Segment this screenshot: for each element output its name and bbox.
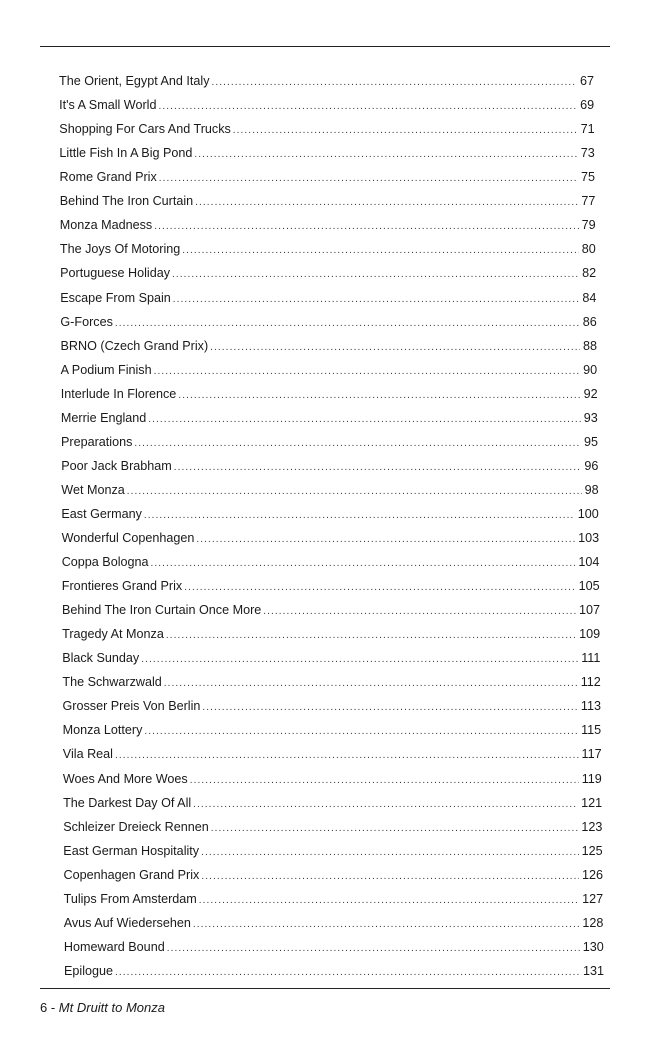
toc-entry-title: The Orient, Egypt And Italy <box>59 74 210 88</box>
toc-entry <box>61 433 598 451</box>
toc-entry-page: 75 <box>580 170 595 185</box>
toc-dot-leader <box>196 531 575 549</box>
toc-entry <box>59 72 594 90</box>
toc-entry-title: Schleizer Dreieck Rennen <box>63 819 209 834</box>
toc-entry-title: East German Hospitality <box>63 843 200 858</box>
toc-dot-leader <box>212 74 577 92</box>
toc-entry-title: Interlude In Florence <box>60 386 177 401</box>
toc-entry-page: 82 <box>582 266 597 281</box>
toc-entry-page: 98 <box>584 482 599 497</box>
toc-entry-page: 80 <box>581 242 596 257</box>
toc-entry-page: 95 <box>583 434 598 449</box>
toc-dot-leader <box>159 170 578 188</box>
toc-entry <box>64 914 604 932</box>
toc-entry-title: A Podium Finish <box>60 362 152 377</box>
toc-dot-leader <box>190 772 579 790</box>
toc-entry-page: 115 <box>581 723 602 738</box>
toc-dot-leader <box>193 916 579 934</box>
toc-entry-title: Epilogue <box>64 963 114 978</box>
toc-dot-leader <box>195 194 578 212</box>
toc-entry-page: 93 <box>583 410 598 425</box>
toc-entry-title: Little Fish In A Big Pond <box>59 146 193 161</box>
toc-entry <box>63 745 602 763</box>
toc-entry-page: 69 <box>580 98 595 112</box>
toc-entry-title: Wet Monza <box>61 482 125 497</box>
toc-dot-leader <box>211 820 579 838</box>
toc-entry-page: 127 <box>582 891 604 906</box>
toc-entry-title: Monza Madness <box>59 218 153 233</box>
toc-entry <box>62 673 600 691</box>
toc-entry-page: 131 <box>582 963 604 978</box>
toc-dot-leader <box>199 892 579 910</box>
toc-entry-page: 86 <box>582 314 597 329</box>
toc-dot-leader <box>174 459 582 477</box>
toc-dot-leader <box>148 411 580 429</box>
toc-entry-title: Behind The Iron Curtain <box>59 194 194 209</box>
toc-entry-page: 128 <box>582 915 604 930</box>
toc-entry-title: Escape From Spain <box>60 290 171 305</box>
toc-entry <box>60 168 596 186</box>
toc-entry-page: 77 <box>581 194 596 209</box>
toc-dot-leader <box>141 651 578 669</box>
toc-entry <box>61 409 598 427</box>
toc-entry-title: Wonderful Copenhagen <box>61 531 195 545</box>
toc-entry-title: The Schwarzwald <box>62 675 162 690</box>
toc-dot-leader <box>201 868 579 886</box>
toc-entry <box>61 385 598 403</box>
toc-entry-title: Coppa Bologna <box>61 555 149 569</box>
toc-entry-page: 125 <box>581 843 603 858</box>
toc-entry-title: Woes And More Woes <box>62 771 188 786</box>
toc-entry <box>60 264 596 282</box>
toc-entry-title: Merrie England <box>60 410 147 425</box>
toc-entry-page: 113 <box>580 699 601 714</box>
toc-entry-title: Preparations <box>61 434 133 449</box>
toc-entry <box>60 313 596 331</box>
toc-entry <box>61 361 598 379</box>
toc-entry-page: 117 <box>581 747 602 762</box>
toc-dot-leader <box>144 723 578 741</box>
toc-entry <box>63 818 602 836</box>
toc-entry <box>59 120 594 138</box>
toc-entry-page: 104 <box>578 555 600 569</box>
toc-entry-page: 121 <box>581 795 603 810</box>
toc-entry-title: Copenhagen Grand Prix <box>63 867 200 882</box>
toc-entry-page: 96 <box>584 458 599 473</box>
toc-entry-page: 126 <box>581 867 603 882</box>
toc-entry-page: 100 <box>577 506 599 521</box>
toc-entry <box>61 505 598 523</box>
toc-entry <box>62 649 600 667</box>
toc-dot-leader <box>172 266 579 284</box>
bottom-rule <box>40 988 610 989</box>
toc-entry-page: 92 <box>583 386 598 401</box>
toc-dot-leader <box>202 699 578 717</box>
toc-entry-page: 71 <box>580 122 595 137</box>
toc-entry <box>60 216 596 234</box>
toc-entry-page: 67 <box>579 74 594 88</box>
toc-entry <box>60 240 596 258</box>
toc-dot-leader <box>178 387 580 405</box>
toc-entry-title: Rome Grand Prix <box>59 170 157 185</box>
toc-dot-leader <box>193 796 578 814</box>
toc-entry-page: 79 <box>581 218 596 233</box>
toc-dot-leader <box>233 122 578 140</box>
toc-entry-title: Vila Real <box>62 747 113 762</box>
toc-entry <box>62 625 600 643</box>
toc-entry <box>59 144 594 162</box>
toc-entry <box>63 770 602 788</box>
toc-dot-leader <box>154 363 581 381</box>
toc-entry-page: 103 <box>578 531 600 545</box>
toc-entry <box>64 962 604 980</box>
toc-entry-title: The Darkest Day Of All <box>63 795 192 810</box>
toc-entry <box>64 938 604 956</box>
toc-dot-leader <box>194 146 577 164</box>
toc-entry <box>61 457 598 475</box>
footer-page-number: 6 - <box>40 1000 59 1015</box>
toc-dot-leader <box>115 964 580 982</box>
toc-dot-leader <box>210 339 580 357</box>
toc-entry-page: 88 <box>582 338 597 353</box>
toc-entry <box>62 553 600 571</box>
toc-entry <box>61 337 598 355</box>
toc-dot-leader <box>144 507 575 525</box>
toc-entry <box>63 721 602 739</box>
toc-dot-leader <box>151 555 576 573</box>
toc-entry-title: BRNO (Czech Grand Prix) <box>60 338 209 353</box>
toc-entry-title: Tragedy At Monza <box>62 627 164 642</box>
toc-dot-leader <box>115 747 579 765</box>
toc-entry-page: 105 <box>578 579 600 593</box>
toc-entry <box>62 529 600 547</box>
toc-entry-title: Shopping For Cars And Trucks <box>59 122 231 137</box>
toc-dot-leader <box>184 579 575 597</box>
toc-dot-leader <box>182 242 578 260</box>
toc-entry-title: Behind The Iron Curtain Once More <box>62 603 262 618</box>
toc-entry-title: Frontieres Grand Prix <box>61 579 183 593</box>
toc-dot-leader <box>263 603 576 621</box>
toc-entry <box>64 866 604 884</box>
toc-entry-title: Black Sunday <box>62 651 140 666</box>
toc-entry-page: 112 <box>580 675 601 690</box>
toc-dot-leader <box>201 844 578 862</box>
toc-entry <box>63 697 602 715</box>
toc-dot-leader <box>158 98 577 116</box>
toc-entry <box>59 96 594 114</box>
toc-entry-page: 123 <box>581 819 603 834</box>
toc-entry-title: Monza Lottery <box>62 723 143 738</box>
toc-entry-page: 119 <box>581 771 602 786</box>
footer-book-title: Mt Druitt to Monza <box>58 1000 165 1015</box>
toc-entry <box>63 794 602 812</box>
toc-entry-title: The Joys Of Motoring <box>59 242 181 257</box>
toc-entry-title: Tulips From Amsterdam <box>63 891 197 906</box>
toc-dot-leader <box>166 627 576 645</box>
toc-dot-leader <box>173 291 580 309</box>
toc-entry-title: It's A Small World <box>59 98 157 112</box>
toc-dot-leader <box>164 675 578 693</box>
toc-entry-title: Portuguese Holiday <box>60 266 171 281</box>
toc-entry-page: 73 <box>580 146 595 161</box>
toc-entry <box>62 601 600 619</box>
toc-dot-leader <box>134 435 581 453</box>
toc-entry-page: 90 <box>583 362 598 377</box>
page-footer <box>40 1000 165 1015</box>
toc-entry <box>62 577 600 595</box>
toc-entry-title: Avus Auf Wiedersehen <box>63 915 191 930</box>
toc-dot-leader <box>127 483 582 501</box>
toc-entry-page: 84 <box>582 290 597 305</box>
toc-entry-title: Grosser Preis Von Berlin <box>62 699 201 714</box>
toc-entry-title: Homeward Bound <box>63 939 165 954</box>
toc-entry-page: 107 <box>578 603 600 618</box>
toc-entry <box>61 481 598 499</box>
toc-dot-leader <box>115 315 580 333</box>
toc-entry-title: East Germany <box>61 506 142 521</box>
toc-entry-title: Poor Jack Brabham <box>61 458 172 473</box>
toc-entry-title: G-Forces <box>60 314 113 329</box>
toc-entry <box>64 890 604 908</box>
toc-entry-page: 109 <box>579 627 601 642</box>
toc-entry <box>60 289 596 307</box>
toc-dot-leader <box>167 940 580 958</box>
toc-entry-page: 111 <box>581 651 601 666</box>
toc-dot-leader <box>154 218 578 236</box>
toc-entry <box>63 842 602 860</box>
toc-entry <box>60 192 596 210</box>
toc-entry-page: 130 <box>582 939 604 954</box>
